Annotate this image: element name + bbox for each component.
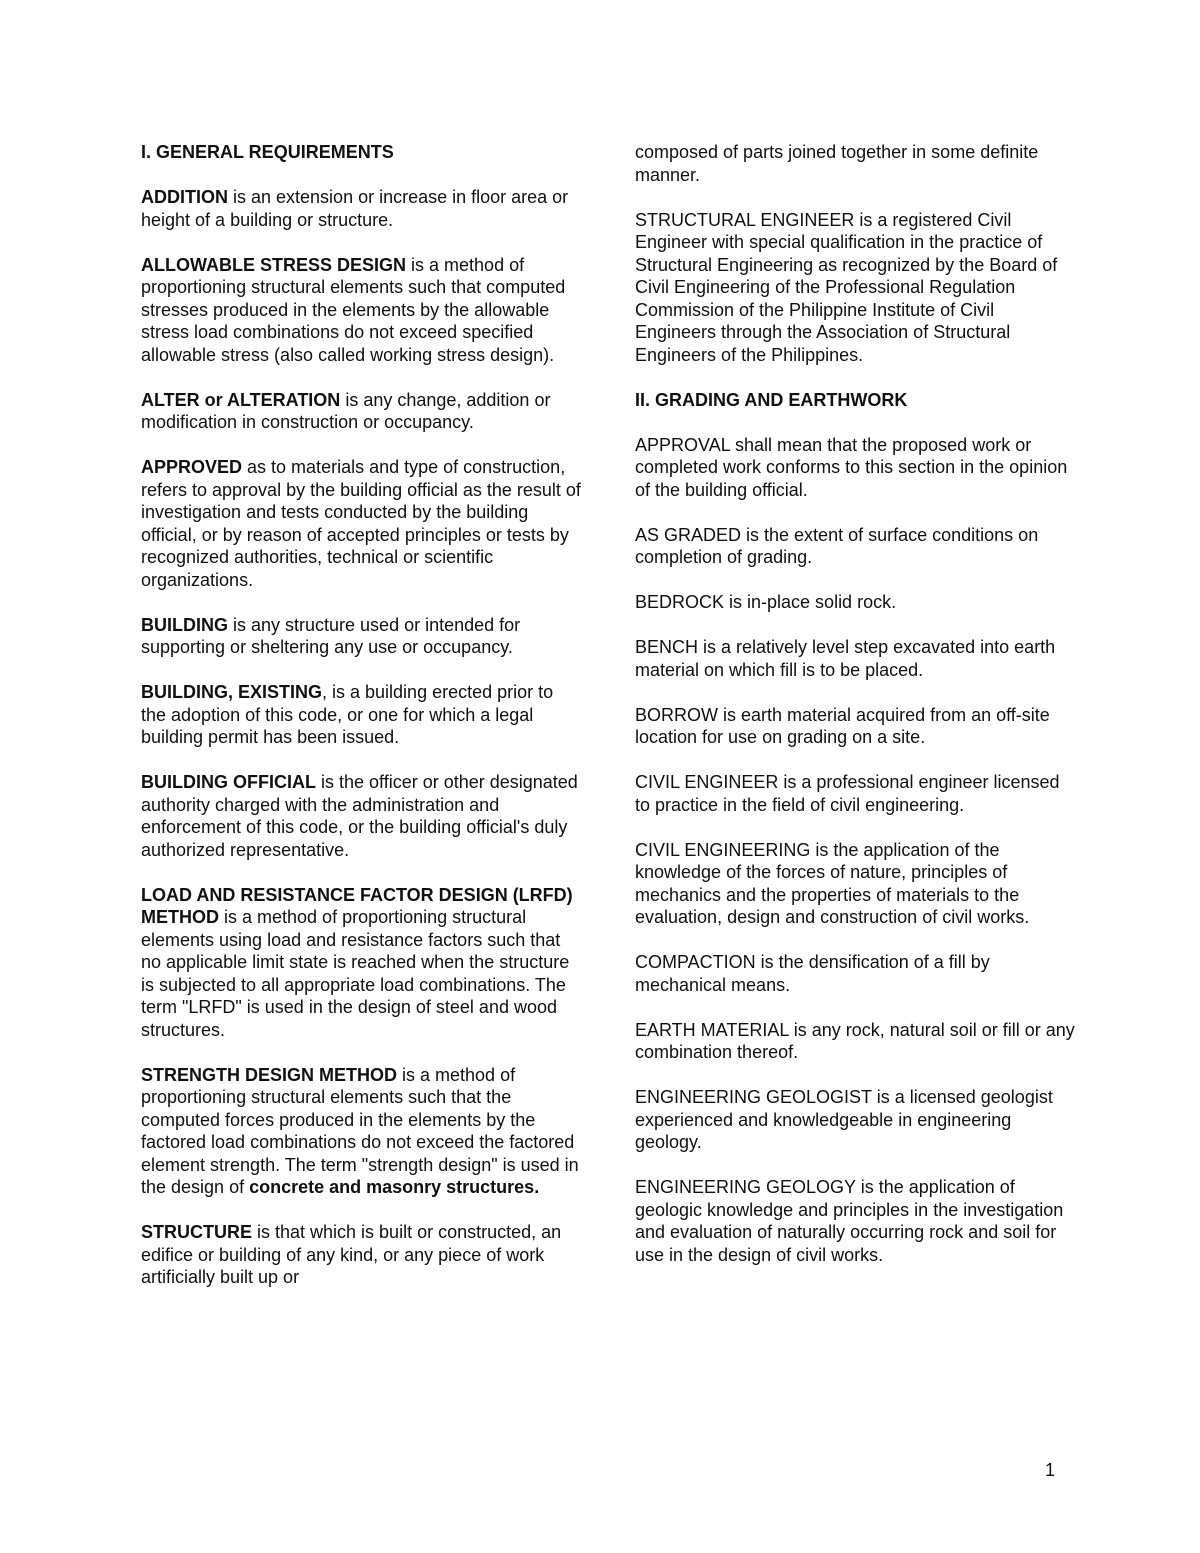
definition-as-graded: AS GRADED is the extent of surface conditions on completion of grading. xyxy=(635,524,1039,567)
definition-building-official xyxy=(141,771,581,861)
definition-building-existing xyxy=(141,681,581,749)
definition-text: is a method of proportioning structural elements such that the computed forces produced in the elements by the factored load combinations do not exceed the factored element strength. The term "strength design" is used in the design of xyxy=(141,1064,579,1197)
definition-building xyxy=(141,614,581,659)
definition-text: is any structure used or intended for supporting or sheltering any use or occupancy. xyxy=(141,614,521,657)
definition-bedrock: BEDROCK is in-place solid rock. xyxy=(635,592,897,612)
structure-definition-continuation: composed of parts joined together in some definite manner. xyxy=(635,142,1039,185)
term: STRUCTURE xyxy=(141,1222,252,1242)
definition-text: is any change, addition or modification in construction or occupancy. xyxy=(141,389,551,432)
term: BUILDING xyxy=(141,614,228,635)
definition-approved xyxy=(141,456,581,591)
definition-borrow: BORROW is earth material acquired from an off-site location for use on grading on a site. xyxy=(635,704,1050,747)
definition-structural-engineer: STRUCTURAL ENGINEER is a registered Civil Engineer with special qualification in the practice of Structural Engineering as recognized by the Board of Civil Engineering of the Professional Regulation Commission of the Philippine Institute of Civil Engineers through the Association of Structural Engineers of the Philippines. xyxy=(635,209,1058,365)
definition-text: as to materials and type of construction, refers to approval by the building official as the result of investigation and tests conducted by the building official, or by reason of accepted principles or tests by recognized authorities, technical or scientific organizations. xyxy=(141,457,581,590)
term: LOAD AND RESISTANCE FACTOR DESIGN (LRFD) METHOD xyxy=(141,884,573,927)
definition-earth-material: EARTH MATERIAL is any rock, natural soil or fill or any combination thereof. xyxy=(635,1019,1075,1062)
definition-civil-engineer: CIVIL ENGINEER is a professional engineer licensed to practice in the field of civil engineering. xyxy=(635,772,1060,815)
definition-text: is that which is built or constructed, an edifice or building of any kind, or any piece of work artificially built up or xyxy=(141,1222,562,1287)
section-heading-general-requirements: I. GENERAL REQUIREMENTS xyxy=(141,142,394,162)
term: APPROVED xyxy=(141,457,243,477)
definition-structure xyxy=(141,1221,581,1289)
right-column xyxy=(635,141,1075,1289)
term: STRENGTH DESIGN METHOD xyxy=(141,1064,398,1085)
definition-text: is the officer or other designated authority charged with the administration and enforcement of this code, or the building official's duly authorized representative. xyxy=(141,772,578,860)
definition-bench: BENCH is a relatively level step excavated into earth material on which fill is to be placed. xyxy=(635,637,1056,680)
definition-approval: APPROVAL shall mean that the proposed work or completed work conforms to this section in the opinion of the building official. xyxy=(635,434,1068,500)
definition-text: is a method of proportioning structural elements such that computed stresses produced in the elements by the allowable stress load combinations do not exceed specified allowable stress (also called working stress design). xyxy=(141,254,566,365)
definition-strength-design-method xyxy=(141,1064,581,1199)
definition-alter-or-alteration xyxy=(141,389,581,434)
page-number: 1 xyxy=(1045,1460,1056,1480)
definition-text: is a method of proportioning structural elements using load and resistance factors such that no applicable limit state is reached when the structure is subjected to all appropriate load combinations. The term "LRFD" is used in the design of steel and wood structures. xyxy=(141,907,570,1040)
term: BUILDING OFFICIAL xyxy=(141,772,316,792)
term: ALTER or ALTERATION xyxy=(141,389,341,410)
definition-addition xyxy=(141,186,581,231)
definition-lrfd-method xyxy=(141,884,581,1042)
definition-engineering-geologist: ENGINEERING GEOLOGIST is a licensed geologist experienced and knowledgeable in engineering geology. xyxy=(635,1087,1053,1152)
definition-text: , is a building erected prior to the adoption of this code, or one for which a legal building permit has been issued. xyxy=(141,682,554,747)
definition-engineering-geology: ENGINEERING GEOLOGY is the application of geologic knowledge and principles in the investigation and evaluation of naturally occurring rock and soil for use in the design of civil works. xyxy=(635,1177,1064,1265)
definition-compaction: COMPACTION is the densification of a fill by mechanical means. xyxy=(635,952,990,995)
term: BUILDING, EXISTING xyxy=(141,682,323,702)
left-column xyxy=(141,141,581,1311)
term: ALLOWABLE STRESS DESIGN xyxy=(141,254,407,275)
definition-text: is an extension or increase in floor area or height of a building or structure. xyxy=(141,187,569,230)
section-heading-grading-and-earthwork: II. GRADING AND EARTHWORK xyxy=(635,389,908,410)
definition-allowable-stress-design xyxy=(141,254,581,367)
bold-phrase: concrete and masonry structures. xyxy=(249,1177,540,1197)
definition-civil-engineering: CIVIL ENGINEERING is the application of the knowledge of the forces of nature, principles of mechanics and the properties of materials to the evaluation, design and construction of civil works. xyxy=(635,839,1030,927)
term: ADDITION xyxy=(141,187,228,207)
